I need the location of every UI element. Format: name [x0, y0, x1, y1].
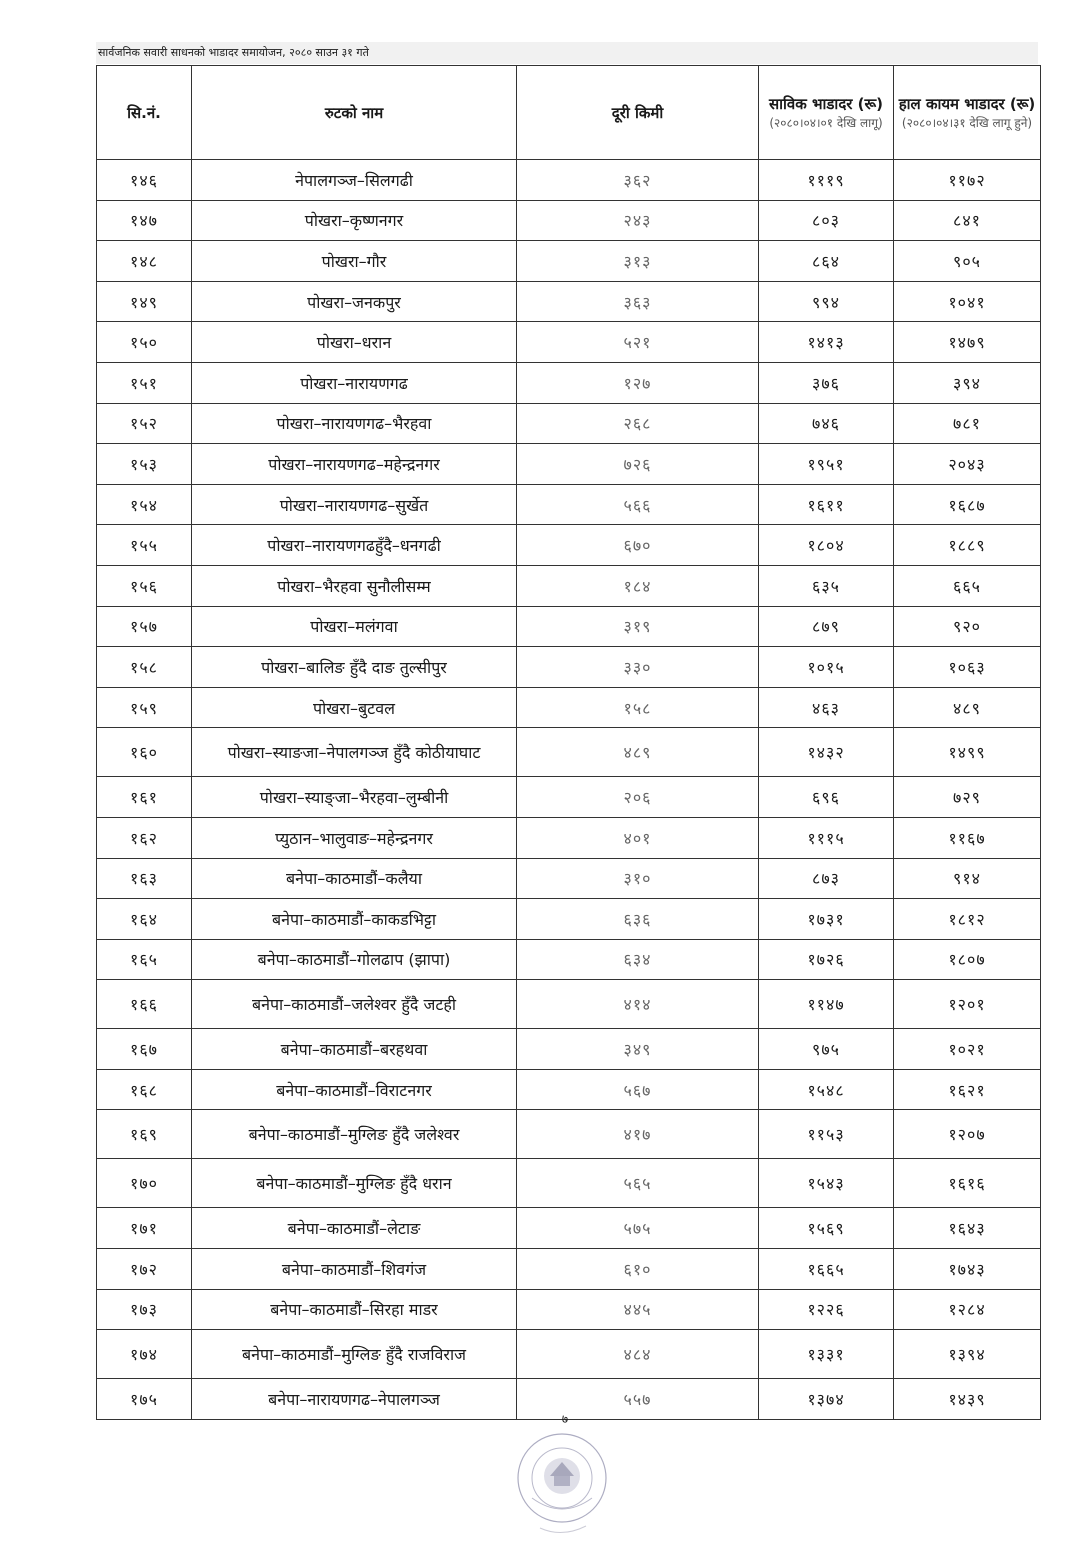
- table-row: [97, 1249, 1041, 1290]
- distance-cell: ३१३: [517, 241, 759, 282]
- route-cell: पोखरा–जनकपुर: [192, 281, 517, 322]
- sn-cell: १६४: [97, 899, 192, 940]
- distance-cell: १५८: [517, 687, 759, 728]
- table-row: [97, 1159, 1041, 1208]
- new-fare-note: (२०८०।०४।३१ देखि लागू हुने): [901, 115, 1033, 130]
- table-row: [97, 817, 1041, 858]
- sn-cell: १६९: [97, 1110, 192, 1159]
- sn-cell: १५९: [97, 687, 192, 728]
- table-row: [97, 403, 1041, 444]
- route-cell: नेपालगञ्ज–सिलगढी: [192, 160, 517, 201]
- new-fare-cell: १३९४: [894, 1330, 1041, 1379]
- distance-cell: १२७: [517, 362, 759, 403]
- distance-cell: ४८९: [517, 728, 759, 777]
- sn-cell: १४८: [97, 241, 192, 282]
- distance-cell: ५६५: [517, 1159, 759, 1208]
- distance-cell: ६७०: [517, 525, 759, 566]
- table-row: [97, 362, 1041, 403]
- new-fare-cell: १०२१: [894, 1029, 1041, 1070]
- table-row: [97, 1110, 1041, 1159]
- table-row: [97, 1069, 1041, 1110]
- table-row: [97, 484, 1041, 525]
- sn-cell: १६५: [97, 939, 192, 980]
- table-row: [97, 322, 1041, 363]
- route-cell: बनेपा–काठमाडौं–विराटनगर: [192, 1069, 517, 1110]
- route-cell: पोखरा–धरान: [192, 322, 517, 363]
- table-row: [97, 1208, 1041, 1249]
- route-cell: पोखरा–नारायणगढ–महेन्द्रनगर: [192, 444, 517, 485]
- new-fare-cell: ७८१: [894, 403, 1041, 444]
- table-row: [97, 899, 1041, 940]
- table-row: [97, 1330, 1041, 1379]
- table-row: [97, 241, 1041, 282]
- route-cell: पोखरा–नारायणगढ: [192, 362, 517, 403]
- new-fare-cell: १४९९: [894, 728, 1041, 777]
- sn-cell: १६३: [97, 858, 192, 899]
- new-fare-cell: ४८९: [894, 687, 1041, 728]
- sn-cell: १५८: [97, 647, 192, 688]
- old-fare-cell: १५६९: [759, 1208, 894, 1249]
- old-fare-cell: १११९: [759, 160, 894, 201]
- table-row: [97, 444, 1041, 485]
- old-fare-cell: ८७९: [759, 606, 894, 647]
- new-fare-cell: ११७२: [894, 160, 1041, 201]
- distance-cell: ३४९: [517, 1029, 759, 1070]
- route-cell: पोखरा–भैरहवा सुनौलीसम्म: [192, 565, 517, 606]
- old-fare-cell: १५४८: [759, 1069, 894, 1110]
- old-fare-cell: १११५: [759, 817, 894, 858]
- route-cell: पोखरा–बालिङ हुँदै दाङ तुल्सीपुर: [192, 647, 517, 688]
- route-cell: बनेपा–काठमाडौं–मुग्लिङ हुँदै धरान: [192, 1159, 517, 1208]
- route-cell: बनेपा–नारायणगढ–नेपालगञ्ज: [192, 1379, 517, 1420]
- new-fare-cell: १०६३: [894, 647, 1041, 688]
- route-cell: प्युठान–भालुवाङ–महेन्द्रनगर: [192, 817, 517, 858]
- route-cell: बनेपा–काठमाडौं–गोलढाप (झापा): [192, 939, 517, 980]
- table-body: [97, 160, 1041, 1420]
- column-header-distance: दूरी किमी: [517, 66, 759, 160]
- old-fare-cell: १५४३: [759, 1159, 894, 1208]
- distance-cell: ५६७: [517, 1069, 759, 1110]
- new-fare-cell: १८०७: [894, 939, 1041, 980]
- sn-cell: १५६: [97, 565, 192, 606]
- distance-cell: ४०१: [517, 817, 759, 858]
- column-header-new-fare: [894, 66, 1041, 160]
- distance-cell: २६८: [517, 403, 759, 444]
- new-fare-cell: १७४३: [894, 1249, 1041, 1290]
- route-cell: पोखरा–मलंगवा: [192, 606, 517, 647]
- sn-cell: १५१: [97, 362, 192, 403]
- route-cell: पोखरा–बुटवल: [192, 687, 517, 728]
- column-header-old-fare: [759, 66, 894, 160]
- new-fare-cell: ७२९: [894, 777, 1041, 818]
- route-cell: बनेपा–काठमाडौं–शिवगंज: [192, 1249, 517, 1290]
- new-fare-cell: २०४३: [894, 444, 1041, 485]
- sn-cell: १४६: [97, 160, 192, 201]
- old-fare-cell: ९९४: [759, 281, 894, 322]
- table-row: [97, 687, 1041, 728]
- sn-cell: १७१: [97, 1208, 192, 1249]
- new-fare-cell: ३९४: [894, 362, 1041, 403]
- distance-cell: ७२६: [517, 444, 759, 485]
- distance-cell: ४४५: [517, 1289, 759, 1330]
- new-fare-cell: १६१६: [894, 1159, 1041, 1208]
- table-row: [97, 939, 1041, 980]
- fare-table: [96, 65, 1041, 1420]
- old-fare-cell: १६११: [759, 484, 894, 525]
- sn-cell: १७४: [97, 1330, 192, 1379]
- sn-cell: १७५: [97, 1379, 192, 1420]
- sn-cell: १६७: [97, 1029, 192, 1070]
- route-cell: पोखरा–नारायणगढहुँदै–धनगढी: [192, 525, 517, 566]
- sn-cell: १४७: [97, 200, 192, 241]
- route-cell: पोखरा–स्याङजा–नेपालगञ्ज हुँदै कोठीयाघाट: [192, 728, 517, 777]
- new-fare-cell: १२०१: [894, 980, 1041, 1029]
- sn-cell: १६६: [97, 980, 192, 1029]
- route-cell: बनेपा–काठमाडौं–मुग्लिङ हुँदै राजविराज: [192, 1330, 517, 1379]
- table-row: [97, 565, 1041, 606]
- old-fare-cell: १८०४: [759, 525, 894, 566]
- old-fare-cell: ८७३: [759, 858, 894, 899]
- sn-cell: १४९: [97, 281, 192, 322]
- old-fare-cell: १३७४: [759, 1379, 894, 1420]
- old-fare-cell: १६६५: [759, 1249, 894, 1290]
- table-row: [97, 1289, 1041, 1330]
- old-fare-cell: १७३१: [759, 899, 894, 940]
- distance-cell: ३६२: [517, 160, 759, 201]
- distance-cell: २०६: [517, 777, 759, 818]
- old-fare-cell: १२२६: [759, 1289, 894, 1330]
- column-header-sn: सि.नं.: [97, 66, 192, 160]
- route-cell: पोखरा–नारायणगढ–सुर्खेत: [192, 484, 517, 525]
- new-fare-cell: ९१४: [894, 858, 1041, 899]
- old-fare-cell: ८६४: [759, 241, 894, 282]
- new-fare-cell: ६६५: [894, 565, 1041, 606]
- distance-cell: २४३: [517, 200, 759, 241]
- new-fare-cell: १८८९: [894, 525, 1041, 566]
- distance-cell: ५५७: [517, 1379, 759, 1420]
- distance-cell: ३३०: [517, 647, 759, 688]
- old-fare-cell: १९५१: [759, 444, 894, 485]
- sn-cell: १५७: [97, 606, 192, 647]
- distance-cell: ६३६: [517, 899, 759, 940]
- sn-cell: १७०: [97, 1159, 192, 1208]
- new-fare-cell: ९०५: [894, 241, 1041, 282]
- distance-cell: ४१४: [517, 980, 759, 1029]
- route-cell: बनेपा–काठमाडौं–बरहथवा: [192, 1029, 517, 1070]
- old-fare-cell: ११४७: [759, 980, 894, 1029]
- sn-cell: १६१: [97, 777, 192, 818]
- table-row: [97, 160, 1041, 201]
- sn-cell: १६०: [97, 728, 192, 777]
- table-row: [97, 281, 1041, 322]
- table-row: [97, 980, 1041, 1029]
- new-fare-cell: १४७९: [894, 322, 1041, 363]
- table-row: [97, 858, 1041, 899]
- distance-cell: ४१७: [517, 1110, 759, 1159]
- distance-cell: ४८४: [517, 1330, 759, 1379]
- table-header-row: [97, 66, 1041, 160]
- old-fare-cell: १४३२: [759, 728, 894, 777]
- new-fare-title: हाल कायम भाडादर (रू): [898, 94, 1036, 113]
- table-row: [97, 1029, 1041, 1070]
- new-fare-cell: ११६७: [894, 817, 1041, 858]
- sn-cell: १५५: [97, 525, 192, 566]
- distance-cell: ६३४: [517, 939, 759, 980]
- distance-cell: १८४: [517, 565, 759, 606]
- old-fare-note: (२०८०।०४।०१ देखि लागू): [769, 115, 883, 130]
- old-fare-cell: १७२६: [759, 939, 894, 980]
- route-cell: बनेपा–काठमाडौं–सिरहा माडर: [192, 1289, 517, 1330]
- new-fare-cell: ९२०: [894, 606, 1041, 647]
- new-fare-cell: १०४१: [894, 281, 1041, 322]
- old-fare-cell: ११५३: [759, 1110, 894, 1159]
- new-fare-cell: १६२१: [894, 1069, 1041, 1110]
- distance-cell: ३१०: [517, 858, 759, 899]
- distance-cell: ६१०: [517, 1249, 759, 1290]
- route-cell: पोखरा–नारायणगढ–भैरहवा: [192, 403, 517, 444]
- sn-cell: १६२: [97, 817, 192, 858]
- distance-cell: ५६६: [517, 484, 759, 525]
- new-fare-cell: १२८४: [894, 1289, 1041, 1330]
- sn-cell: १७३: [97, 1289, 192, 1330]
- old-fare-cell: ६९६: [759, 777, 894, 818]
- sn-cell: १५०: [97, 322, 192, 363]
- distance-cell: ३१९: [517, 606, 759, 647]
- sn-cell: १५२: [97, 403, 192, 444]
- route-cell: बनेपा–काठमाडौं–काकडभिट्टा: [192, 899, 517, 940]
- old-fare-cell: ६३५: [759, 565, 894, 606]
- old-fare-cell: ७४६: [759, 403, 894, 444]
- sn-cell: १७२: [97, 1249, 192, 1290]
- table-row: [97, 728, 1041, 777]
- column-header-route: रुटको नाम: [192, 66, 517, 160]
- route-cell: बनेपा–काठमाडौं–मुग्लिङ हुँदै जलेश्वर: [192, 1110, 517, 1159]
- distance-cell: ५२१: [517, 322, 759, 363]
- sn-cell: १६८: [97, 1069, 192, 1110]
- distance-cell: ५७५: [517, 1208, 759, 1249]
- new-fare-cell: ८४१: [894, 200, 1041, 241]
- old-fare-cell: ४६३: [759, 687, 894, 728]
- route-cell: पोखरा–गौर: [192, 241, 517, 282]
- route-cell: पोखरा–कृष्णनगर: [192, 200, 517, 241]
- old-fare-cell: १४१३: [759, 322, 894, 363]
- route-cell: पोखरा–स्याङ्जा–भैरहवा–लुम्बीनी: [192, 777, 517, 818]
- old-fare-cell: ३७६: [759, 362, 894, 403]
- distance-cell: ३६३: [517, 281, 759, 322]
- old-fare-title: साविक भाडादर (रू): [768, 94, 884, 113]
- table-row: [97, 777, 1041, 818]
- table-row: [97, 647, 1041, 688]
- page-number: ७: [561, 1412, 569, 1426]
- table-row: [97, 606, 1041, 647]
- sn-cell: १५४: [97, 484, 192, 525]
- old-fare-cell: १०१५: [759, 647, 894, 688]
- new-fare-cell: १८१२: [894, 899, 1041, 940]
- document-header: सार्वजनिक सवारी साधनको भाडादर समायोजन, २०८० साउन ३१ गते: [96, 42, 1038, 64]
- new-fare-cell: १६४३: [894, 1208, 1041, 1249]
- route-cell: बनेपा–काठमाडौं–जलेश्वर हुँदै जटही: [192, 980, 517, 1029]
- route-cell: बनेपा–काठमाडौं–लेटाङ: [192, 1208, 517, 1249]
- old-fare-cell: १३३१: [759, 1330, 894, 1379]
- route-cell: बनेपा–काठमाडौं–कलैया: [192, 858, 517, 899]
- old-fare-cell: ९७५: [759, 1029, 894, 1070]
- old-fare-cell: ८०३: [759, 200, 894, 241]
- new-fare-cell: १४३९: [894, 1379, 1041, 1420]
- table-row: [97, 525, 1041, 566]
- new-fare-cell: १२०७: [894, 1110, 1041, 1159]
- sn-cell: १५३: [97, 444, 192, 485]
- new-fare-cell: १६८७: [894, 484, 1041, 525]
- table-row: [97, 200, 1041, 241]
- office-seal-icon: [512, 1428, 612, 1536]
